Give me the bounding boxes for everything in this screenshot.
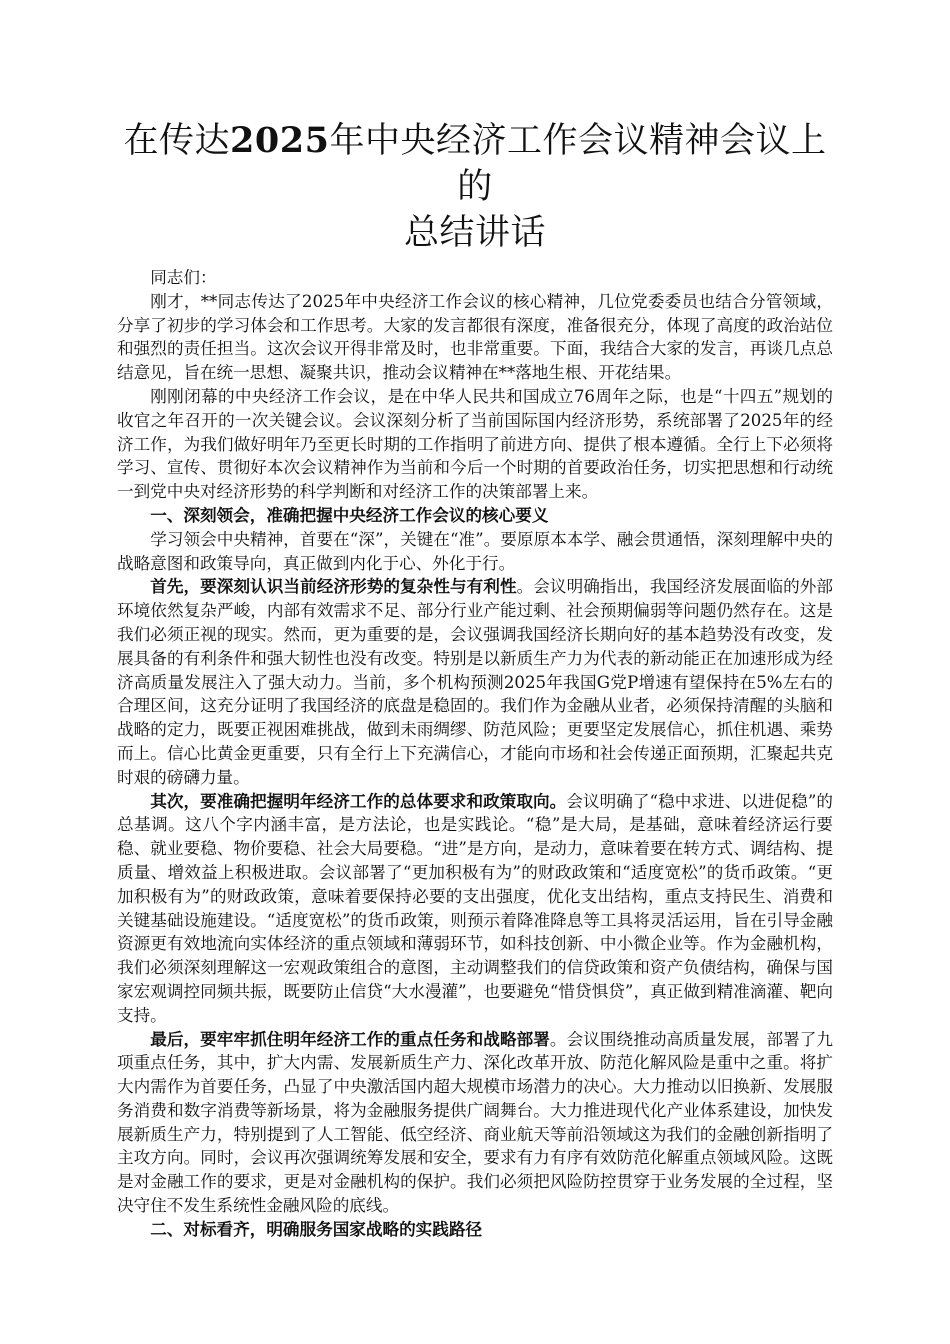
section-heading-2: 二、对标看齐，明确服务国家战略的实践路径 bbox=[150, 1218, 483, 1239]
document-title bbox=[117, 118, 833, 256]
title-prefix: 在传达 bbox=[123, 121, 231, 161]
paragraph-4-lead: 首先，要深刻认识当前经济形势的复杂性与有利性 bbox=[150, 576, 517, 597]
paragraph-3: 学习领会中央精神，首要在“深”，关键在“准”。要原原本本学、融会贯通悟，深刻理解中央的战略意图和政策导向，真正做到内化于心、外化于行。 bbox=[117, 529, 833, 573]
paragraph-6-lead: 最后，要牢牢抓住明年经济工作的重点任务和战略部署 bbox=[150, 1028, 550, 1049]
paragraph-5-lead: 其次，要准确把握明年经济工作的总体要求和政策取向。 bbox=[150, 790, 567, 811]
section-heading-1: 一、深刻领会，准确把握中央经济工作会议的核心要义 bbox=[150, 504, 549, 525]
paragraph-6-text: 。会议围绕推动高质量发展，部署了九项重点任务，其中，扩大内需、发展新质生产力、深化改革开放、防范化解风险是重中之重。将扩大内需作为首要任务，凸显了中央激活国内超大规模市场潜力的决心。大力推动以旧换新、发展服务消费和数字消费等新场景，将为金融服务提供广阔舞台。大力推进现代化产业体系建设，加快发展新质生产力，特别提到了人工智能、低空经济、商业航天等前沿领域这为我们的金融创新指明了主攻方向。同时，会议再次强调统筹发展和安全，要求有力有序有效防范化解重点领域风险。这既是对金融工作的要求，更是对金融机构的保护。我们必须把风险防控贯穿于业务发展的全过程，坚决守住不发生系统性金融风险的底线。 bbox=[117, 1029, 834, 1216]
title-year: 2025 bbox=[230, 120, 330, 161]
document-body bbox=[117, 266, 833, 1242]
paragraph-4 bbox=[117, 575, 833, 789]
paragraph-5-text: 会议明确了“稳中求进、以进促稳”的总基调。这八个字内涵丰富，是方法论，也是实践论。“稳”是大局，是基础，意味着经济运行要稳、就业要稳、物价要稳、社会大局要稳。“进”是方向，是动力，意味着要在转方式、调结构、提质量、增效益上积极进取。会议部署了“更加积极有为”的财政政策和“适度宽松”的货币政策。“更加积极有为”的财政政策，意味着要保持必要的支出强度，优化支出结构，重点支持民生、消费和关键基础设施建设。“适度宽松”的货币政策，则预示着降准降息等工具将灵活运用，旨在引导金融资源更有效地流向实体经济的重点领域和薄弱环节，如科技创新、中小微企业等。作为金融机构，我们必须深刻理解这一宏观政策组合的意图，主动调整我们的信贷政策和资产负债结构，确保与国家宏观调控同频共振，既要防止信贷“大水漫灌”，也要避免“惜贷惧贷”，真正做到精准滴灌、靶向支持。 bbox=[117, 791, 834, 1025]
paragraph-1: 刚才，**同志传达了2025年中央经济工作会议的核心精神，几位党委委员也结合分管领域，分享了初步的学习体会和工作思考。大家的发言都很有深度，准备很充分，体现了高度的政治站位和强烈的责任担当。这次会议开得非常及时，也非常重要。下面，我结合大家的发言，再谈几点总结意见，旨在统一思想、凝聚共识，推动会议精神在**落地生根、开花结果。 bbox=[117, 291, 833, 383]
title-line-2: 总结讲话 bbox=[403, 213, 546, 253]
paragraph-2: 刚刚闭幕的中央经济工作会议，是在中华人民共和国成立76周年之际，也是“十四五”规划的收官之年召开的一次关键会议。会议深刻分析了当前国际国内经济形势，系统部署了2025年的经济工作，为我们做好明年乃至更长时期的工作指明了前进方向、提供了根本遵循。全行上下必须将学习、宣传、贯彻好本次会议精神作为当前和今后一个时期的首要政治任务，切实把思想和行动统一到党中央对经济形势的科学判断和对经济工作的决策部署上来。 bbox=[117, 386, 833, 502]
paragraph-6 bbox=[117, 1028, 833, 1218]
document-page bbox=[117, 118, 833, 1242]
paragraph-4-text: 。会议明确指出，我国经济发展面临的外部环境依然复杂严峻，内部有效需求不足、部分行业产能过剩、社会预期偏弱等问题仍然存在。这是我们必须正视的现实。然而，更为重要的是，会议强调我国经济长期向好的基本趋势没有改变，发展具备的有利条件和强大韧性也没有改变。特别是以新质生产力为代表的新动能正在加速形成为经济高质量发展注入了强大动力。当前，多个机构预测2025年我国G党P增速有望保持在5%左右的合理区间，这充分证明了我国经济的底盘是稳固的。我们作为金融从业者，必须保持清醒的头脑和战略的定力，既要正视困难挑战，做到未雨绸缪、防范风险；更要坚定发展信心，抓住机遇、乘势而上。信心比黄金更重要，只有全行上下充满信心，才能向市场和社会传递正面预期，汇聚起共克时艰的磅礴力量。 bbox=[117, 577, 834, 787]
salutation: 同志们： bbox=[150, 268, 217, 287]
paragraph-5 bbox=[117, 790, 833, 1028]
title-suffix: 年中央经济工作会议精神会议上的 bbox=[329, 121, 827, 207]
